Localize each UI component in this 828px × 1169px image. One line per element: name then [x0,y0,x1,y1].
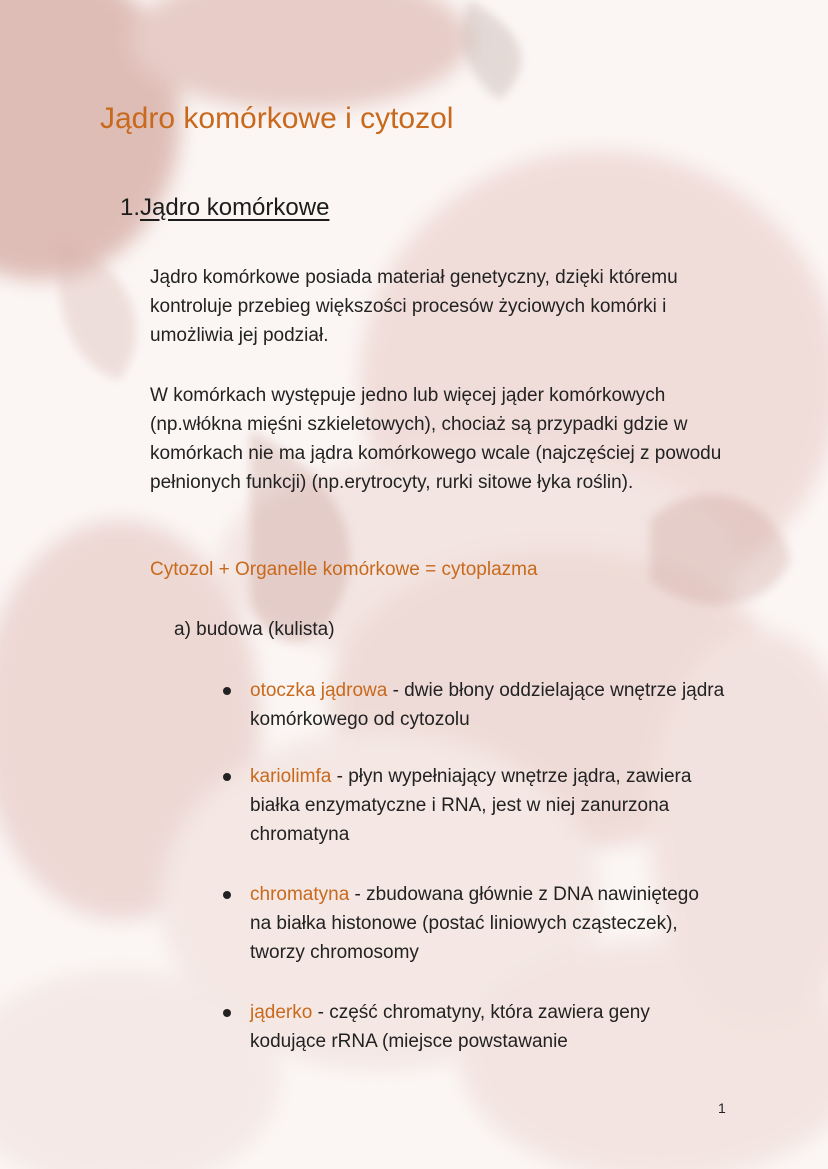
page-number: 1 [718,1100,726,1116]
list-item-text: - płyn wypełniający wnętrze jądra, zawiera białka enzymatyczne i RNA, jest w niej zanurzona chromatyna [250,766,692,845]
section-heading [120,194,329,222]
bullet-dot-icon [223,1009,231,1017]
list-item [250,880,725,967]
section-heading-text: Jądro komórkowe [140,194,330,221]
cytoplasm-formula: Cytozol + Organelle komórkowe = cytoplazma [150,559,538,580]
list-item-term: kariolimfa [250,766,332,787]
bullet-dot-icon [223,891,231,899]
list-item [250,676,725,734]
list-item [250,998,725,1056]
section-number: 1. [120,194,141,221]
page-title: Jądro komórkowe i cytozol [100,102,454,135]
list-item-text: - część chromatyny, która zawiera geny kodujące rRNA (miejsce powstawanie [250,1002,650,1052]
list-item-text: - zbudowana głównie z DNA nawiniętego na białka histonowe (postać liniowych cząsteczek), tworzy chromosomy [250,884,699,963]
bullet-dot-icon [223,687,231,695]
list-item-term: otoczka jądrowa [250,680,388,701]
list-item-term: jąderko [250,1002,313,1023]
bullet-dot-icon [223,773,231,781]
subsection-heading: a) budowa (kulista) [174,619,335,640]
list-item-term: chromatyna [250,884,350,905]
list-item-text: - dwie błony oddzielające wnętrze jądra komórkowego od cytozolu [250,680,725,730]
paragraph-nuclei-count: W komórkach występuje jedno lub więcej jąder komórkowych (np.włókna mięśni szkieletowych), chociaż są przypadki gdzie w komórkach nie ma jądra komórkowego wcale (najczęściej z powodu pełnionych funkcji) (np.erytrocyty, rurki sitowe łyka roślin). [150,385,722,493]
list-item [250,762,725,849]
paragraph-intro: Jądro komórkowe posiada materiał genetyczny, dzięki któremu kontroluje przebieg większości procesów życiowych komórki i umożliwia jej podział. [150,267,678,346]
